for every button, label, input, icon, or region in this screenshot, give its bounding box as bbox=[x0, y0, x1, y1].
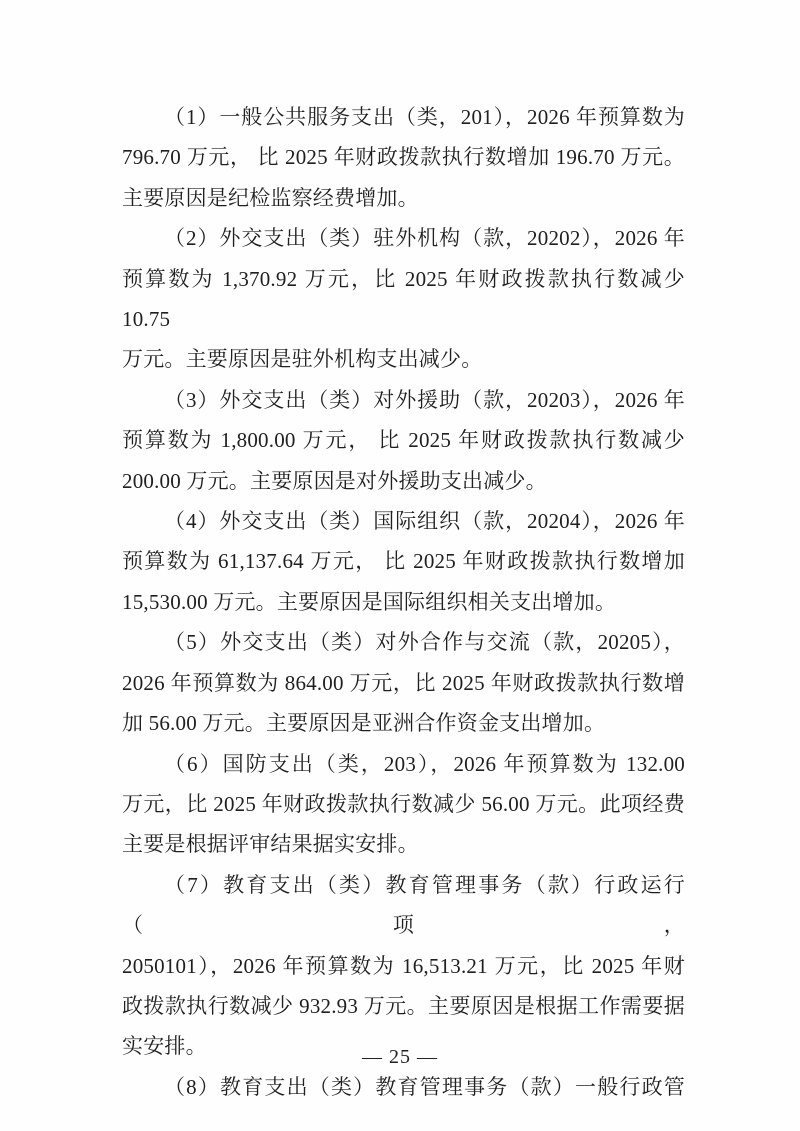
text-line-item-5-3: 加 56.00 万元。主要原因是亚洲合作资金支出增加。 bbox=[122, 711, 606, 736]
text-line-item-2-2: 预算数为 1,370.92 万元，比 2025 年财政拨款执行数减少 10.75 bbox=[122, 266, 685, 332]
document-body bbox=[122, 97, 685, 1107]
text-line-item-8-1: （8）教育支出（类）教育管理事务（款）一般行政管 bbox=[164, 1074, 685, 1099]
text-line-item-4-3: 15,530.00 万元。主要原因是国际组织相关支出增加。 bbox=[122, 589, 617, 614]
text-line-item-3-3: 200.00 万元。主要原因是对外援助支出减少。 bbox=[122, 468, 547, 493]
text-line-item-5-1: （5）外交支出（类）对外合作与交流（款，20205）， bbox=[164, 630, 685, 655]
text-line-item-7-3: 政拨款执行数减少 932.93 万元。主要原因是根据工作需要据 bbox=[122, 993, 685, 1018]
text-line-item-1-1: （1）一般公共服务支出（类，201），2026 年预算数为 bbox=[164, 105, 685, 129]
text-line-item-6-1: （6）国防支出（类，203），2026 年预算数为 132.00 bbox=[164, 751, 685, 776]
text-line-item-7-2: 2050101），2026 年预算数为 16,513.21 万元，比 2025 年财 bbox=[122, 953, 685, 978]
text-line-item-4-1: （4）外交支出（类）国际组织（款，20204），2026 年 bbox=[164, 509, 685, 534]
text-line-item-5-2: 2026 年预算数为 864.00 万元，比 2025 年财政拨款执行数增 bbox=[122, 670, 685, 695]
text-line-item-1-3: 主要原因是纪检监察经费增加。 bbox=[122, 185, 419, 210]
page-number-footer: — 25 — bbox=[362, 1046, 438, 1068]
text-line-item-6-3: 主要是根据评审结果据实安排。 bbox=[122, 832, 419, 857]
text-line-item-4-2: 预算数为 61,137.64 万元， 比 2025 年财政拨款执行数增加 bbox=[122, 549, 685, 574]
text-line-item-1-2: 796.70 万元， 比 2025 年财政拨款执行数增加 196.70 万元。 bbox=[122, 145, 685, 170]
text-line-item-7-1: （7）教育支出（类）教育管理事务（款）行政运行（项， bbox=[122, 872, 685, 938]
text-line-item-3-1: （3）外交支出（类）对外援助（款，20203），2026 年 bbox=[164, 387, 685, 412]
text-line-item-2-1: （2）外交支出（类）驻外机构（款，20202），2026 年 bbox=[164, 226, 685, 251]
text-line-item-6-2: 万元，比 2025 年财政拨款执行数减少 56.00 万元。此项经费 bbox=[122, 791, 685, 816]
text-line-item-2-3: 万元。主要原因是驻外机构支出减少。 bbox=[122, 347, 483, 372]
text-line-item-3-2: 预算数为 1,800.00 万元， 比 2025 年财政拨款执行数减少 bbox=[122, 428, 685, 453]
text-line-item-7-4: 实安排。 bbox=[122, 1034, 207, 1059]
